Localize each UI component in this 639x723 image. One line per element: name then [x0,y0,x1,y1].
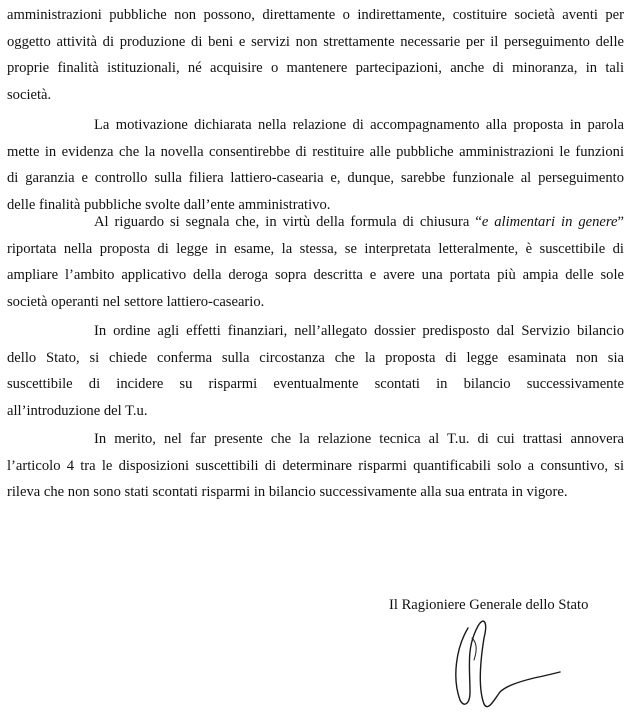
text-line: proprie finalità istituzionali, né acquisire o mantenere partecipazioni, anche di minoranza, in tali [7,60,624,76]
text-line: oggetto attività di produzione di beni e servizi non strettamente necessarie per il perseguimento delle [7,33,624,50]
text-line: amministrazioni pubbliche non possono, direttamente o indirettamente, costituire società aventi per [7,7,624,23]
text-line: riportata nella proposta di legge in esame, la stessa, se interpretata letteralmente, è suscettibile di [7,240,624,257]
paragraph-4 [7,318,624,424]
paragraph-2 [7,112,624,218]
text-line: delle finalità pubbliche svolte dall’ente amministrativo. [7,196,331,213]
text-line: In merito, nel far presente che la relazione tecnica al T.u. di cui trattasi annovera [94,431,624,447]
text-line: dello Stato, si chiede conferma sulla circostanza che la proposta di legge esaminata non sia [7,349,624,366]
paragraph-3 [7,209,624,315]
text-segment: ” [617,214,624,230]
signatory-title: Il Ragioniere Generale dello Stato [389,597,589,613]
text-line [7,209,624,236]
text-line: ampliare l’ambito applicativo della deroga sopra descritta e avere una portata più ampia delle sole [7,267,624,283]
paragraph-1 [7,2,624,108]
text-line: l’articolo 4 tra le disposizioni suscettibili di determinare risparmi quantificabili solo a consuntivo, si [7,457,624,474]
text-line: rileva che non sono stati scontati risparmi in bilancio successivamente alla sua entrata in vigore. [7,484,568,500]
text-line: suscettibile di incidere su risparmi eventualmente scontati in bilancio successivamente [7,376,624,392]
text-segment: Al riguardo si segnala che, in virtù della formula di chiusura “ [94,214,482,230]
text-line: società operanti nel settore lattiero-caseario. [7,293,265,310]
paragraph-5 [7,426,624,506]
text-line: all’introduzione del T.u. [7,402,148,419]
handwritten-signature [448,608,568,718]
text-line: In ordine agli effetti finanziari, nell’allegato dossier predisposto dal Servizio bilancio [94,323,624,339]
text-line: di garanzia e controllo sulla filiera lattiero-casearia e, dunque, sarebbe funzionale al perseguimento [7,170,624,186]
italic-phrase: e alimentari in genere [481,214,618,230]
text-line: società. [7,86,52,103]
text-line: La motivazione dichiarata nella relazione di accompagnamento alla proposta in parola [94,117,624,133]
text-line: mette in evidenza che la novella consentirebbe di restituire alle pubbliche amministrazioni le funzioni [7,143,624,160]
